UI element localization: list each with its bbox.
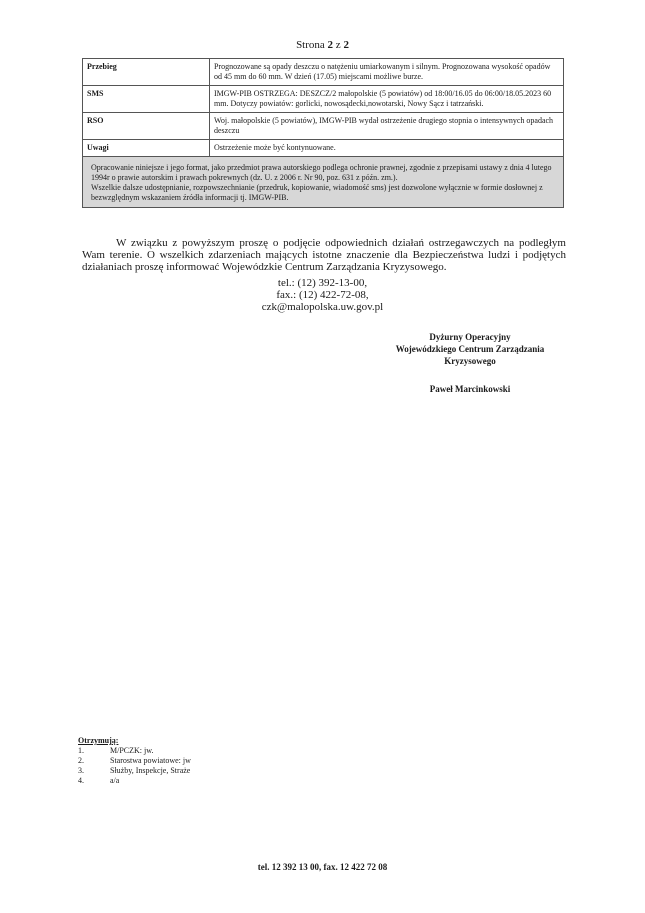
row-key: Uwagi	[83, 140, 210, 157]
list-item-text: a/a	[110, 776, 120, 785]
copyright-notice-row	[83, 157, 564, 208]
list-item-number: 3.	[78, 766, 84, 775]
recipients-heading: Otrzymują:	[78, 736, 119, 745]
contact-fax: fax.: (12) 422-72-08,	[276, 289, 369, 301]
row-value: Ostrzeżenie może być kontynuowane.	[210, 140, 564, 157]
row-key: SMS	[83, 86, 210, 113]
page-header	[0, 39, 645, 51]
list-item	[78, 746, 191, 756]
list-item	[78, 776, 191, 786]
notice-paragraph-1: Opracowanie niniejsze i jego format, jako przedmiot prawa autorskiego podlega ochronie prawnej, zgodnie z przepisami ustawy z dnia 4 lutego 1994r o prawie autorskim i prawach pokrewnych (dz. U. z 2006 r. Nr 90, poz. 631 z późn. zm.).	[91, 163, 552, 182]
row-value: Woj. małopolskie (5 powiatów), IMGW-PIB wydał ostrzeżenie drugiego stopnia o intensywnych opadach deszczu	[210, 113, 564, 140]
list-item-number: 2.	[78, 756, 84, 765]
signature-line-3: Kryzysowego	[444, 356, 496, 366]
table-row	[83, 59, 564, 86]
list-item-text: Służby, Inspekcje, Straże	[110, 766, 191, 775]
signature-block	[380, 331, 560, 395]
recipients-list	[78, 736, 191, 786]
page-total: 2	[343, 39, 349, 51]
notice-paragraph-2: Wszelkie dalsze udostępnianie, rozpowszechnianie (przedruk, kopiowanie, wiadomość sms) jest dozwolone wyłącznie w formie dosłownej z bezwzględnym wskazaniem źródła informacji tj. IMGW-PIB.	[91, 183, 543, 202]
copyright-notice	[83, 157, 564, 208]
row-value: Prognozowane są opady deszczu o natężeniu umiarkowanym i silnym. Prognozowana wysokość opadów od 45 mm do 60 mm. W dzień (17.05) miejscami możliwe burze.	[210, 59, 564, 86]
list-item	[78, 756, 191, 766]
table-row	[83, 113, 564, 140]
list-item-text: Starostwa powiatowe: jw	[110, 756, 191, 765]
table-row	[83, 140, 564, 157]
list-item	[78, 766, 191, 776]
warning-table	[82, 58, 564, 208]
signature-line-1: Dyżurny Operacyjny	[429, 332, 511, 342]
list-item-number: 4.	[78, 776, 84, 785]
list-item-number: 1.	[78, 746, 84, 755]
signatory-name: Paweł Marcinkowski	[429, 384, 511, 394]
row-key: RSO	[83, 113, 210, 140]
row-key: Przebieg	[83, 59, 210, 86]
contact-tel: tel.: (12) 392-13-00,	[277, 277, 368, 289]
page-number: 2	[327, 39, 334, 51]
list-item-text: M/PCZK: jw.	[110, 746, 154, 755]
body-paragraph: W związku z powyższym proszę o podjęcie odpowiednich działań ostrzegawczych na podległym Wam terenie. O wszelkich zdarzeniach mających istotne znaczenie dla Bezpieczeństwa ludzi i podjętych działaniach proszę informować Wojewódzkie Centrum Zarządzania Kryzysowego.	[82, 237, 566, 273]
page-sep: z	[335, 39, 341, 51]
page-footer: tel. 12 392 13 00, fax. 12 422 72 08	[257, 862, 388, 872]
table-row	[83, 86, 564, 113]
contact-email: czk@malopolska.uw.gov.pl	[261, 301, 384, 313]
contact-block	[0, 277, 645, 313]
signature-line-2: Wojewódzkiego Centrum Zarządzania	[395, 344, 545, 354]
row-value: IMGW-PIB OSTRZEGA: DESZCZ/2 małopolskie (5 powiatów) od 18:00/16.05 do 06:00/18.05.2023 60 mm. Dotyczy powiatów: gorlicki, nowosądecki,nowotarski, Nowy Sącz i tatrzański.	[210, 86, 564, 113]
page-label: Strona	[296, 39, 325, 51]
